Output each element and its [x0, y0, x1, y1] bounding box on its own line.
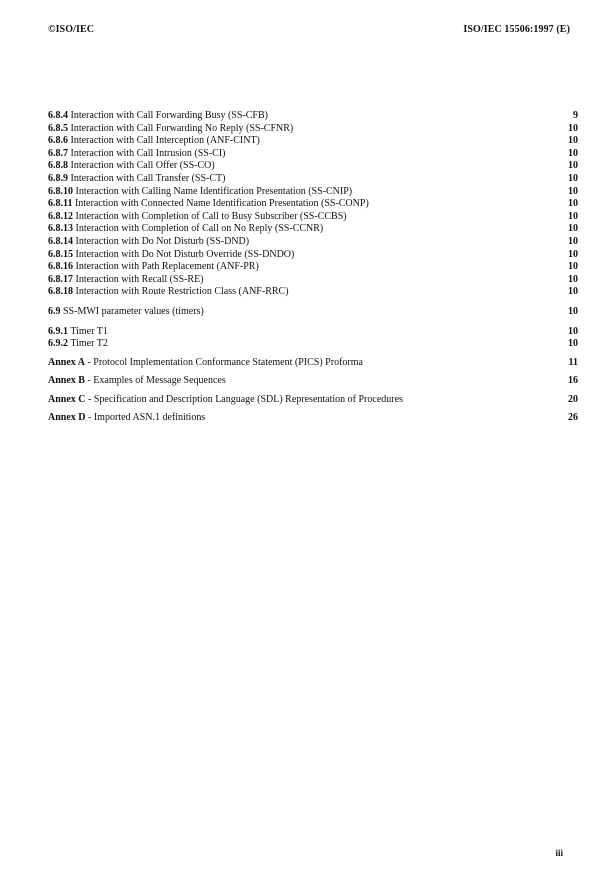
toc-entry-page: 10	[568, 210, 578, 222]
toc-entry[interactable]	[48, 261, 578, 274]
toc-entry[interactable]	[48, 160, 578, 173]
header-document-id: ISO/IEC 15506:1997 (E)	[463, 24, 570, 35]
toc-section-entry[interactable]	[48, 306, 578, 319]
toc-annex-label: Annex B	[48, 375, 85, 387]
toc-entry-number: 6.8.6	[48, 135, 68, 147]
toc-entry-number: 6.9	[48, 305, 61, 317]
toc-annex-entry[interactable]	[48, 375, 578, 388]
toc-entry-title: Interaction with Call Forwarding No Reply (SS-CFNR)	[70, 122, 294, 134]
toc-entry-number: 6.8.4	[48, 110, 68, 121]
toc-entry-title: Interaction with Call Intrusion (SS-CI)	[70, 147, 226, 159]
toc-annex-label: Annex A	[48, 356, 85, 368]
toc-entry-title: - Examples of Message Sequences	[84, 375, 226, 387]
toc-entry-title: Interaction with Route Restriction Class (ANF-RRC)	[75, 286, 289, 298]
toc-entry-number: 6.8.10	[48, 185, 73, 197]
toc-annex-entry[interactable]	[48, 357, 578, 370]
toc-entry-page: 10	[568, 338, 578, 350]
toc-entry-number: 6.8.9	[48, 172, 68, 184]
toc-entry[interactable]	[48, 186, 578, 199]
toc-entry-number: 6.8.13	[48, 223, 73, 235]
toc-entry-page: 10	[568, 198, 578, 210]
toc-entry-title: - Imported ASN.1 definitions	[85, 412, 206, 424]
toc-entry-title: Interaction with Do Not Disturb Override (SS-DNDO)	[75, 248, 295, 260]
toc-entry-page: 10	[568, 248, 578, 260]
toc-entry-number: 6.8.11	[48, 198, 73, 210]
toc-entry-number: 6.8.14	[48, 235, 73, 247]
toc-entry-page: 10	[568, 325, 578, 337]
toc-annex-label: Annex C	[48, 393, 86, 405]
toc-entry-page: 10	[568, 160, 578, 172]
toc-entry-title: Interaction with Connected Name Identification Presentation (SS-CONP)	[74, 198, 369, 210]
toc-entry-title: Interaction with Call Interception (ANF-CINT)	[70, 135, 260, 147]
toc-entry-title: Interaction with Completion of Call to Busy Subscriber (SS-CCBS)	[75, 210, 347, 222]
toc-entry-title: Timer T1	[70, 325, 108, 337]
toc-entry-title: Interaction with Path Replacement (ANF-PR)	[75, 261, 259, 273]
toc-entry-page: 10	[568, 286, 578, 298]
toc-entry-title: Interaction with Calling Name Identification Presentation (SS-CNIP)	[75, 185, 353, 197]
toc-entry[interactable]	[48, 148, 578, 161]
toc-entry-title: - Protocol Implementation Conformance Statement (PICS) Proforma	[84, 356, 363, 368]
toc-entry-page: 26	[568, 412, 578, 424]
toc-entry-title: - Specification and Description Language (SDL) Representation of Procedures	[85, 393, 403, 405]
page-number: iii	[555, 848, 563, 858]
toc-entry[interactable]	[48, 198, 578, 211]
toc-entry-number: 6.8.7	[48, 147, 68, 159]
toc-entry-title: SS-MWI parameter values (timers)	[63, 305, 204, 317]
toc-entry-page: 16	[568, 375, 578, 387]
toc-entry-number: 6.9.1	[48, 325, 68, 337]
toc-entry-page: 10	[568, 223, 578, 235]
toc-entry-title: Interaction with Call Transfer (SS-CT)	[70, 172, 226, 184]
toc-annex-entry[interactable]	[48, 412, 578, 425]
toc-entry-page: 11	[568, 356, 578, 368]
toc-entry[interactable]	[48, 123, 578, 136]
toc-entry[interactable]	[48, 173, 578, 186]
toc-entry-page: 20	[568, 393, 578, 405]
toc-entry-number: 6.8.15	[48, 248, 73, 260]
toc-entry-number: 6.8.17	[48, 273, 73, 285]
toc-entry-title: Interaction with Call Offer (SS-CO)	[70, 160, 215, 172]
toc-entry-page: 10	[568, 305, 578, 317]
toc-entry-page: 10	[568, 122, 578, 134]
toc-entry-page: 10	[568, 135, 578, 147]
toc-entry[interactable]	[48, 110, 578, 123]
toc-entry-title: Timer T2	[70, 338, 108, 350]
toc-entry-page: 10	[568, 261, 578, 273]
toc-entry[interactable]	[48, 211, 578, 224]
toc-entry-page: 10	[568, 235, 578, 247]
header-copyright: ©ISO/IEC	[48, 24, 95, 35]
toc-entry[interactable]	[48, 286, 578, 299]
toc-entry-title: Interaction with Completion of Call on No Reply (SS-CCNR)	[75, 223, 324, 235]
toc-entry[interactable]	[48, 249, 578, 262]
toc-entry-number: 6.9.2	[48, 338, 68, 350]
toc-entry-title: Interaction with Call Forwarding Busy (SS-CFB)	[70, 110, 268, 121]
toc-entry-page: 10	[568, 273, 578, 285]
toc-entry-page: 10	[568, 185, 578, 197]
table-of-contents	[48, 110, 578, 425]
toc-entry-number: 6.8.8	[48, 160, 68, 172]
toc-annex-entry[interactable]	[48, 394, 578, 407]
toc-entry-page: 9	[573, 110, 578, 121]
toc-entry-title: Interaction with Recall (SS-RE)	[75, 273, 204, 285]
toc-entry[interactable]	[48, 326, 578, 339]
toc-entry-number: 6.8.16	[48, 261, 73, 273]
toc-entry-page: 10	[568, 147, 578, 159]
toc-entry-number: 6.8.18	[48, 286, 73, 298]
toc-entry-page: 10	[568, 172, 578, 184]
toc-entry[interactable]	[48, 236, 578, 249]
toc-entry-number: 6.8.5	[48, 122, 68, 134]
toc-entry-number: 6.8.12	[48, 210, 73, 222]
toc-entry[interactable]	[48, 223, 578, 236]
toc-entry[interactable]	[48, 135, 578, 148]
toc-entry[interactable]	[48, 274, 578, 287]
toc-entry-title: Interaction with Do Not Disturb (SS-DND)	[75, 235, 250, 247]
toc-annex-label: Annex D	[48, 412, 86, 424]
toc-entry[interactable]	[48, 338, 578, 351]
